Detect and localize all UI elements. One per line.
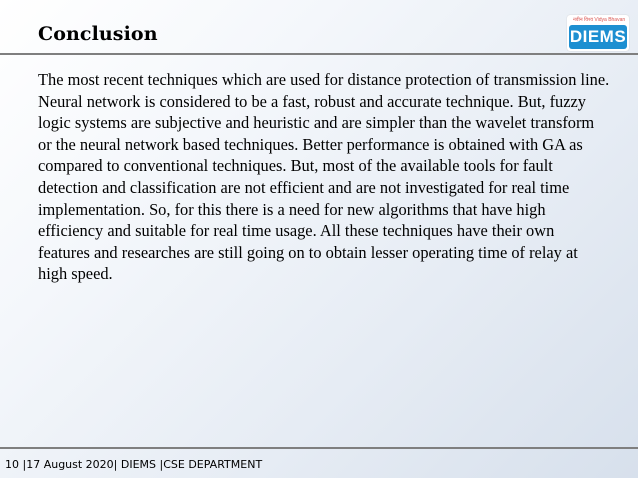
logo-wordmark: DIEMS — [569, 25, 627, 49]
footer-divider — [0, 447, 638, 449]
footer-text: 10 |17 August 2020| DIEMS |CSE DEPARTMENT — [5, 458, 263, 471]
conclusion-paragraph: The most recent techniques which are used for distance protection of transmission line. Neural network is considered to be a fast, robust and accurate technique. But, fuzzy logic systems are subjective and heuristic and are simpler than the wavelet transform or the neural network based techniques. Better performance is obtained with GA as compared to conventional techniques. But, most of the available tools for fault detection and classification are not efficient and are not investigated for real time implementation. So, for this there is a need for new algorithms that have high efficiency and suitable for real time usage. All these techniques have their own features and researches are still going on to obtain lesser operating time of relay at high speed. — [38, 70, 610, 284]
logo-tagline: नवीन विश्व Vidya Bhavan — [573, 17, 626, 23]
diems-logo — [567, 15, 629, 51]
title-divider — [0, 53, 638, 55]
slide-title: Conclusion — [38, 23, 158, 45]
